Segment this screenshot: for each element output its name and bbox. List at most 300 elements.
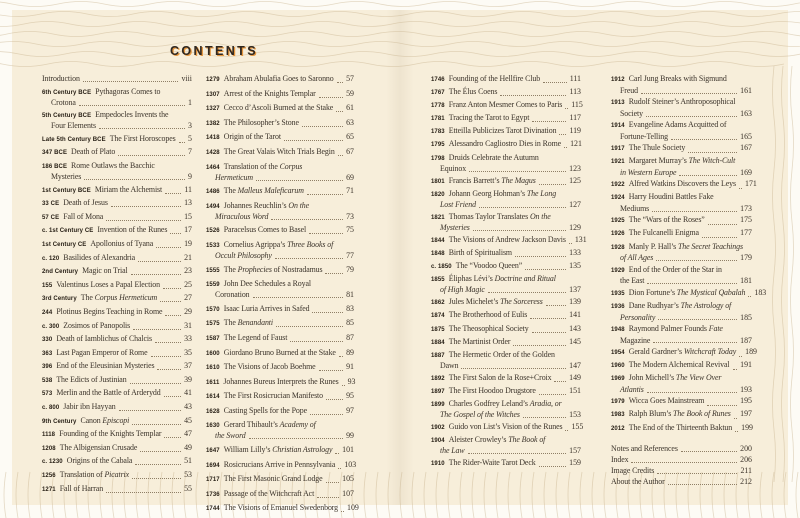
toc-line [431,139,581,150]
entry-date: 1610 [206,365,220,372]
page-number: 95 [346,391,354,401]
entry-title [449,297,543,307]
toc-entry [431,113,581,124]
toc-line [42,212,192,223]
leader-dots [539,466,567,467]
title-segment: The Albigensian Crusade [59,442,138,452]
page-number: 23 [184,266,192,276]
toc-entry [206,201,354,222]
entry-date: 330 [42,337,53,344]
toc-line [431,324,581,335]
toc-entry [42,334,192,345]
title-segment: Cornelius Agrippa’s [223,239,288,249]
toc-entry [42,375,192,386]
entry-date: 1892 [431,375,445,382]
page-number: 81 [346,290,354,300]
title-segment: Academy of [279,420,316,430]
entry-date: 1935 [611,290,625,297]
title-segment: Doctrine and Ritual [494,274,556,284]
title-segment: Society [620,108,643,118]
entry-title [449,458,536,468]
leader-dots [569,243,572,244]
leader-dots [290,341,343,342]
toc-line [611,215,752,227]
entry-title [449,113,530,123]
entry-title [81,293,157,303]
entry-date: 1382 [206,120,220,127]
title-segment: Dane Rudhyar’s [628,300,681,310]
entry-title [51,98,76,108]
toc-line [42,293,192,304]
toc-line [611,385,752,395]
leader-dots [310,414,343,415]
page-title: CONTENTS [170,44,258,58]
entry-title [449,337,511,347]
title-segment: Johann Georg Hohman’s [448,188,527,198]
toc-entry [206,333,354,344]
page-number: 157 [569,446,581,456]
toc-line [42,74,192,84]
entry-date: c. 800 [42,405,60,412]
leader-dots [135,464,181,465]
entry-date: 1630 [206,423,220,430]
toc-line [431,74,581,85]
entry-title [224,74,334,84]
toc-line [431,386,581,397]
entry-date: 1611 [206,379,220,386]
entry-title [449,350,555,360]
title-segment: Corpus Hermeticum [94,293,158,303]
page-number: 93 [347,376,356,386]
entry-date: 1795 [431,142,445,149]
toc-line [206,279,354,290]
toc-line [42,416,192,427]
toc-line [206,489,354,500]
entry-date: 1979 [611,399,625,406]
entry-title [449,189,556,199]
toc-line [611,86,752,96]
leader-dots [307,194,343,195]
toc-line [611,242,752,254]
title-segment: The Visions of Emanuel Swedenborg [223,503,339,513]
toc-entry [42,198,192,209]
entry-title [95,185,162,195]
toc-line [611,396,752,408]
toc-line [206,420,354,431]
entry-date: 1924 [611,195,625,202]
leader-dots [155,342,181,343]
entry-date: 1910 [431,461,445,468]
entry-title [63,198,108,208]
entry-title [611,455,628,465]
toc-line [431,274,581,285]
title-segment: The First Rosicrucian Manifesto [223,391,323,401]
entry-date: 1936 [611,303,625,310]
toc-entry [206,489,354,500]
page-number: 77 [346,250,354,260]
entry-date: 1118 [42,432,56,439]
entry-title [629,265,722,275]
leader-dots [539,394,566,395]
toc-line [611,109,752,119]
toc-entry [431,176,581,187]
toc-entry [206,162,354,183]
entry-title [440,164,466,174]
leader-dots [656,260,737,261]
page-number: 181 [740,276,752,286]
leader-dots [473,230,566,231]
toc-entry [42,185,192,196]
toc-entry [431,212,581,233]
toc-line [42,375,192,386]
toc-entry [431,458,581,469]
entry-date: 1928 [611,244,625,251]
title-segment: The End of the Thirteenth Baktun [628,422,733,432]
page-number: 105 [342,474,354,484]
entry-title [449,248,512,258]
title-segment: Equinox [440,163,467,173]
title-segment: Dion Fortune’s [628,287,677,297]
title-segment: Paracelsus Comes to Basel [223,225,307,235]
leader-dots [539,184,566,185]
leader-dots [106,220,181,221]
entry-date: 1914 [611,122,625,129]
toc-line [206,74,354,85]
entry-title [215,251,272,261]
title-segment: Francis Barrett’s [448,175,502,185]
toc-line [611,168,752,178]
toc-entry [42,134,192,145]
title-segment: Charles Godfrey Leland’s [448,398,530,408]
page-number: 17 [184,225,192,235]
page-number: 39 [184,374,192,384]
toc-line [206,318,354,329]
backmatter-spacer [611,436,752,444]
entry-date: c. 120 [42,255,60,262]
toc-line [206,201,354,212]
toc-line [42,348,192,359]
toc-line [206,431,354,441]
title-segment: in Western Europe [620,167,677,177]
leader-dots [513,345,566,346]
leader-dots [326,482,340,483]
page-number: 55 [184,483,192,493]
entry-title [620,385,644,395]
entry-date: 1587 [206,335,220,342]
toc-entry [42,161,192,182]
page-number: 127 [569,199,581,209]
entry-title [224,89,316,99]
title-segment: The Book of [508,435,546,445]
toc-line [42,470,192,481]
entry-date: 1912 [611,77,625,83]
toc-entry [431,297,581,308]
title-segment: Picatrix [104,470,130,480]
entry-title [629,347,736,357]
entry-title [224,304,310,314]
entry-title [620,276,644,286]
toc-entry [431,324,581,335]
title-segment: the East [620,276,645,286]
leader-dots [658,319,737,320]
entry-title [224,201,309,211]
entry-title [224,132,281,142]
title-segment: Carl Jung Breaks with Sigmund [628,74,727,83]
title-segment: the Sword [215,431,246,441]
entry-date: 1486 [206,189,220,196]
toc-entry [42,416,192,427]
leader-dots [679,175,737,176]
page-number: 123 [569,163,581,173]
toc-line [431,223,581,233]
leader-dots [733,369,738,370]
page-number: 211 [740,466,752,476]
entry-title [620,168,676,178]
toc-line [206,377,354,388]
entry-date: 1801 [431,178,445,185]
title-segment: The Visions of Andrew Jackson Davis [448,234,566,244]
toc-line [206,304,354,315]
page-number: 197 [740,409,752,419]
page-number: 15 [184,211,192,221]
toc-line [611,228,752,240]
toc-entry [206,420,354,441]
title-segment: On the [529,211,551,221]
title-segment: Image Credits [611,466,655,476]
toc-line [611,313,752,323]
toc-line [206,348,354,359]
page-number: 69 [346,172,354,182]
entry-date: 1559 [206,282,220,289]
leader-dots [479,207,566,208]
entry-title [223,377,338,387]
title-segment: Three Books of [287,239,334,249]
entry-date: 33 CE [42,201,60,208]
toc-entry [431,261,581,272]
toc-line [206,290,354,300]
leader-dots [739,356,742,357]
entry-date: 1428 [206,149,220,156]
title-segment: Éliphas Lévi’s [448,274,495,284]
entry-title [629,143,685,153]
entry-title [440,200,476,210]
leader-dots [118,155,185,156]
entry-date: 2012 [611,425,625,432]
entry-title [620,253,653,263]
leader-dots [256,180,343,181]
toc-column-3 [431,74,587,471]
entry-title [97,225,167,235]
title-segment: Casting Spells for the Pope [223,405,307,415]
page-number: 25 [184,279,192,289]
title-segment: The Great Valais Witch Trials Begin [223,146,335,156]
title-segment: Crotona [51,97,76,107]
title-segment: The Rider-Waite Tarot Deck [448,458,536,468]
entry-title [224,489,314,499]
title-segment: About the Author [611,477,665,487]
toc-entry [42,147,192,158]
toc-line [611,423,752,435]
leader-dots [530,318,566,319]
toc-line [431,234,587,246]
title-segment: Ralph Blum’s [628,409,674,419]
entry-date: 1922 [611,182,625,189]
title-segment: Translation of [59,470,105,480]
entry-title [224,240,333,250]
entry-title [215,290,250,300]
leader-dots [525,269,566,270]
page-number: 41 [184,388,192,398]
entry-date: 155 [42,282,53,289]
page-number: 35 [184,347,192,357]
toc-line [42,147,192,158]
entry-date: 5th Century BCE [42,113,92,120]
toc-line [611,192,752,204]
entry-title [629,288,746,298]
toc-entry [42,361,192,372]
entry-title [224,406,307,416]
leader-dots [133,329,181,330]
entry-title [56,375,126,385]
leader-dots [488,292,566,293]
toc-line [431,87,581,98]
title-segment: Canon [80,415,103,425]
entry-date: 2nd Century [42,269,79,276]
title-segment: Alfred Watkins Discovers the Leys [628,179,736,189]
toc-line [431,200,581,210]
leader-dots [276,326,343,327]
toc-entry [611,373,752,395]
leader-dots [165,315,181,316]
entry-title [51,121,96,131]
toc-line [206,103,354,114]
toc-entry [206,377,354,388]
title-segment: Mediums [620,204,650,214]
title-segment: The Hermetic Order of the Golden [448,349,555,359]
toc-line [431,126,581,137]
page-number: 87 [346,332,354,342]
toc-line [206,251,354,261]
toc-entry [206,89,354,100]
toc-line [431,153,581,164]
toc-entry [206,225,354,236]
entry-title [215,431,246,441]
toc-entry [611,143,752,155]
title-segment: End of the Order of the Star in [628,264,722,274]
toc-entry [206,474,354,485]
entry-date: c. 300 [42,323,60,330]
toc-entry [206,406,354,417]
title-segment: Dawn [440,360,459,370]
title-segment: Death of Iamblichus of Chalcis [56,334,152,344]
title-segment: Translation of the [223,161,280,171]
title-segment: Guido von List’s Vision of the Runes [448,422,563,432]
title-segment: The View Over [675,373,722,383]
page-number: 9 [188,171,192,181]
page-number: 163 [740,108,752,118]
toc-entry [611,97,752,119]
leader-dots [131,274,181,275]
page-number: 37 [184,361,192,371]
title-segment: Coronation [215,290,250,300]
leader-dots [156,247,181,248]
page-number: 133 [569,248,581,258]
leader-dots [165,193,181,194]
page-number: 173 [740,204,752,214]
toc-line [611,74,752,86]
leader-dots [111,206,181,207]
title-segment: Johannes Reuchlin’s [223,200,289,210]
title-segment: Notes and References [611,443,678,453]
page-number: 212 [740,477,752,487]
entry-title [449,274,556,284]
page-number: 206 [740,454,752,464]
toc-entry [611,120,752,142]
page-number: 51 [184,456,192,466]
entry-title [449,324,529,334]
toc-line [206,406,354,417]
leader-dots [132,478,181,479]
toc-line [611,120,752,132]
toc-line [611,276,752,286]
title-segment: Lost Friend [440,199,476,209]
toc-line [431,410,581,420]
page-number: 195 [740,396,752,406]
title-segment: Episcopi [102,415,130,425]
page-number: 85 [346,318,354,328]
leader-dots [140,451,181,452]
page-number: 167 [740,142,752,152]
title-segment: Mysteries [440,222,470,232]
page-number: 103 [344,459,357,469]
page-number: 135 [569,261,581,271]
page-number: 27 [184,293,192,303]
title-segment: The First Horoscopes [109,133,176,143]
toc-entry [206,348,354,359]
title-segment: John Michell’s [628,373,676,383]
leader-dots [559,134,566,135]
toc-entry [42,266,192,277]
toc-entry [206,318,354,329]
entry-title [56,280,160,290]
leader-dots [302,126,343,127]
entry-title [71,147,115,157]
entry-title [51,172,81,182]
entry-date: c. 1230 [42,459,63,466]
title-segment: Freud [620,85,638,95]
title-segment: Evangeline Adams Acquitted of [628,119,727,129]
title-segment: Rome Outlaws the Bacchic [71,160,155,170]
page-number: 143 [569,323,581,333]
toc-entry [611,242,752,264]
toc-line [611,265,752,277]
title-segment: Origins of the Cabala [66,456,133,466]
page-number: 125 [569,175,581,185]
title-segment: Druids Celebrate the Autumn [448,152,539,162]
title-segment: Death of Plato [71,147,116,157]
entry-date: 1307 [206,91,220,98]
toc-line [431,113,581,124]
title-segment: Johannes Bureus Interprets the Runes [223,376,339,386]
entry-title [60,443,137,453]
page-number: 137 [569,285,581,295]
toc-line [42,307,192,318]
title-segment: Prophecies [237,264,272,274]
entry-date: 1526 [206,228,220,235]
entry-title [224,162,303,172]
leader-dots [341,511,344,512]
entry-date: 1279 [206,77,220,83]
